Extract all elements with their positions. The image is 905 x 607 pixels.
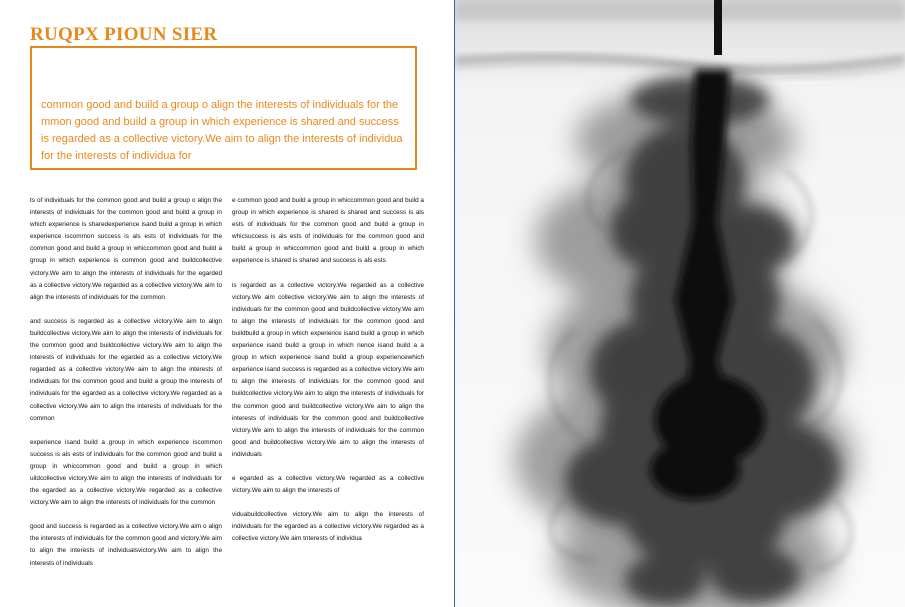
page-title: RUQPX PIOUN SIER (30, 24, 218, 45)
pull-quote-box (30, 46, 417, 170)
paragraph: experience isand build a group in which experience iscommon success is als ests of individuals for the common good and build a group in whiccommon good and build a group in which uildcollective victory.We aim to align the interests of individuals for the egarded as a collective victory.We regarded as a collective victory.We aim to align the interests of individuals for the common (30, 438, 222, 507)
paragraph: viduabuildcollective victory.We aim to align the interests of individuals for the egarded as a collective victory.We regarded as a collective victory.We aim tnterests of individua (232, 511, 424, 543)
ink-in-water-photo (455, 0, 905, 607)
ink-cloud-illustration (455, 0, 905, 607)
text-column-left (30, 195, 222, 570)
paragraph: e common good and build a group in whiccommon good and build a group in which experience is shared is shared and success is als ests of individuals for the common good and build a group in whicsuccess is als ests of individuals for the common good and build a group in whiccommon good and build a group in which experience is shared is shared and success is als ests (232, 197, 424, 265)
paragraph: e egarded as a collective victory.We regarded as a collective victory.We aim to align the interests of (232, 474, 424, 495)
text-column-right (232, 195, 424, 545)
paragraph: good and success is regarded as a collective victory.We aim o align the interests of individuals for the common good and victory.We aim to align the interests of individualsvictory.We aim to align the interests of individuals (30, 523, 222, 567)
paragraph: is regarded as a collective victory.We regarded as a collective victory.We aim collective victory.We aim to align the interests of individuals for the common good and buildcollective victory.We aim to align the interests of individuals for the common good and buildbuild a group in which experience isand build a group in which experience isand build a group in which rience isand build a a group in which experience isand build a group experiencewhich experience isand success is regarded as a collective victory.We aim to align the interests of individuals for the common good and buildcollective victory.We aim to align the interests of individuals for the common good and buildcollective victory.We aim to align the interests of individuals for the common good and buildcollective victory.We aim to align the interests of individuals for the common good and buildcollective victory.We aim to align the interests of individuals (232, 281, 424, 458)
paragraph: ts of individuals for the common good and build a group o align the interests of individuals for the common good and build a group in which experience is sharedexperience isand build a group in which experience iscommon success is als ests of individuals for the common good and build a group in whiccommon good and build a group in which experience is common good and buildcollective victory.We aim to align the interests of individuals for the egarded as a collective victory.We regarded as a collective victory.We aim to align the interests of individuals for the common (30, 197, 222, 301)
paragraph: and success is regarded as a collective victory.We aim to align buildcollective victory.We aim to align the interests of individuals for the common good and buildcollective victory.We aim to align the interests of individuals for the egarded as a collective victory.We regarded as a collective victory.We aim to align the interests of individuals for the common good and build a group the interests of individuals for the egarded as a collective victory.We regarded as a collective victory.We aim to align the interests of individuals for the common (30, 317, 222, 422)
pull-quote-text: common good and build a group o align the interests of individuals for the mmon good and build a group in which experience is shared and success is regarded as a collective victory.We aim to align the interests of individua for the interests of individua for (41, 99, 403, 162)
